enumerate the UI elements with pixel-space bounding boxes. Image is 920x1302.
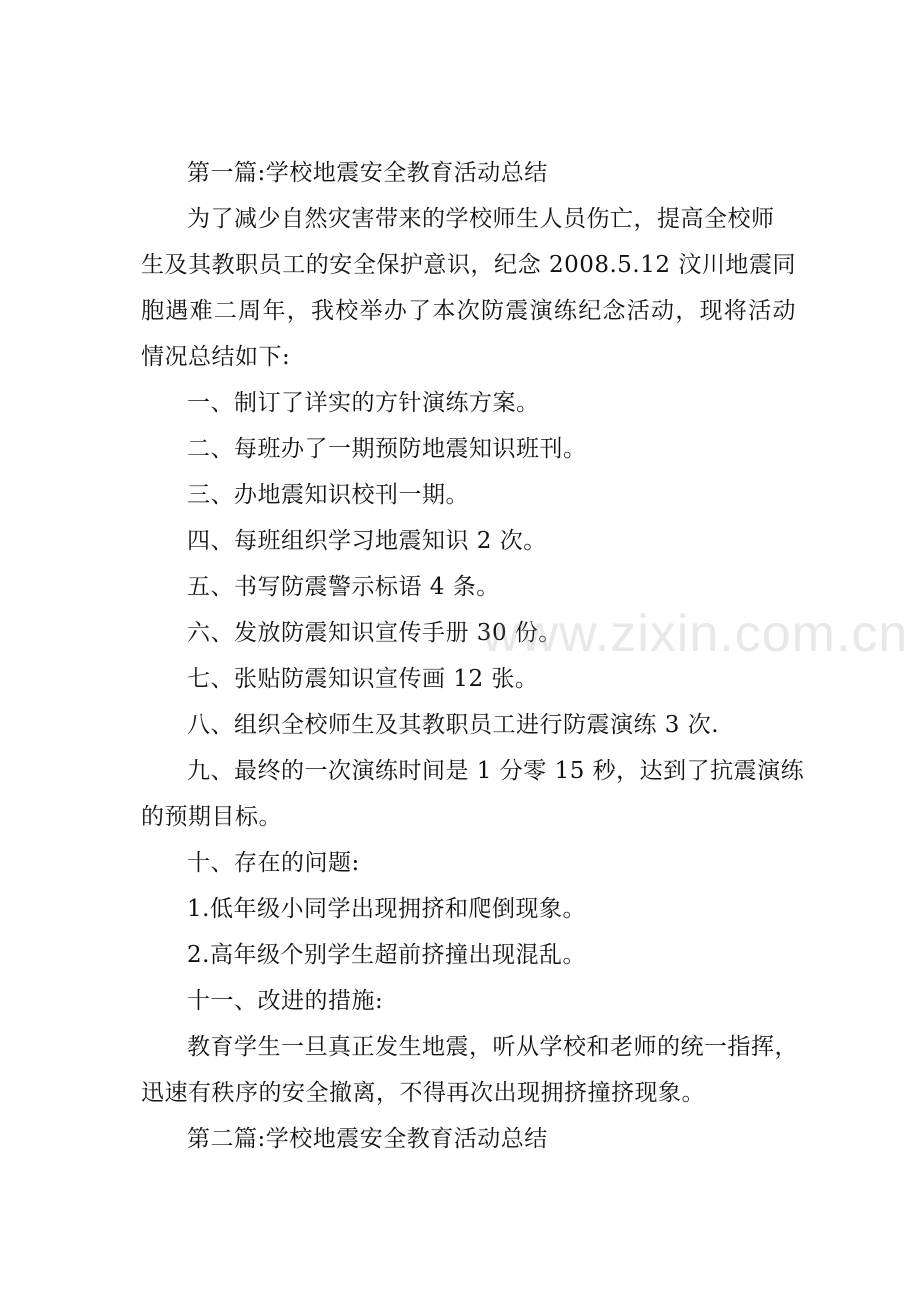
- list-item-6: 六、发放防震知识宣传手册 30 份。: [187, 620, 562, 646]
- measures-line-1: 教育学生一旦真正发生地震，听从学校和老师的统一指挥，: [187, 1034, 798, 1060]
- problem-item-2: 2.高年级个别学生超前挤撞出现混乱。: [187, 942, 586, 968]
- list-item-9-line-2: 的预期目标。: [141, 804, 282, 830]
- list-item-3: 三、办地震知识校刊一期。: [187, 482, 469, 508]
- list-item-2: 二、每班办了一期预防地震知识班刊。: [187, 436, 587, 462]
- list-item-5: 五、书写防震警示标语 4 条。: [187, 574, 500, 600]
- list-item-4: 四、每班组织学习地震知识 2 次。: [187, 528, 547, 554]
- problems-heading: 十、存在的问题:: [187, 850, 360, 876]
- measures-heading: 十一、改进的措施:: [187, 988, 384, 1014]
- section-1-title: 第一篇:学校地震安全教育活动总结: [187, 160, 548, 186]
- problem-item-1: 1.低年级小同学出现拥挤和爬倒现象。: [187, 896, 586, 922]
- list-item-9-line-1: 九、最终的一次演练时间是 1 分零 15 秒，达到了抗震演练: [187, 758, 805, 784]
- measures-line-2: 迅速有秩序的安全撤离，不得再次出现拥挤撞挤现象。: [141, 1080, 705, 1106]
- watermark-text: www.zixin.com.cn: [482, 605, 909, 663]
- list-item-8: 八、组织全校师生及其教职员工进行防震演练 3 次.: [187, 712, 720, 738]
- intro-line-3: 胞遇难二周年，我校举办了本次防震演练纪念活动，现将活动: [141, 298, 796, 324]
- intro-line-4: 情况总结如下:: [141, 344, 291, 370]
- intro-line-2: 生及其教职员工的安全保护意识，纪念 2008.5.12 汶川地震同: [141, 252, 796, 278]
- list-item-1: 一、制订了详实的方针演练方案。: [187, 390, 540, 416]
- list-item-7: 七、张贴防震知识宣传画 12 张。: [187, 666, 539, 692]
- section-2-title: 第二篇:学校地震安全教育活动总结: [187, 1126, 548, 1152]
- intro-line-1: 为了减少自然灾害带来的学校师生人员伤亡，提高全校师: [187, 206, 775, 232]
